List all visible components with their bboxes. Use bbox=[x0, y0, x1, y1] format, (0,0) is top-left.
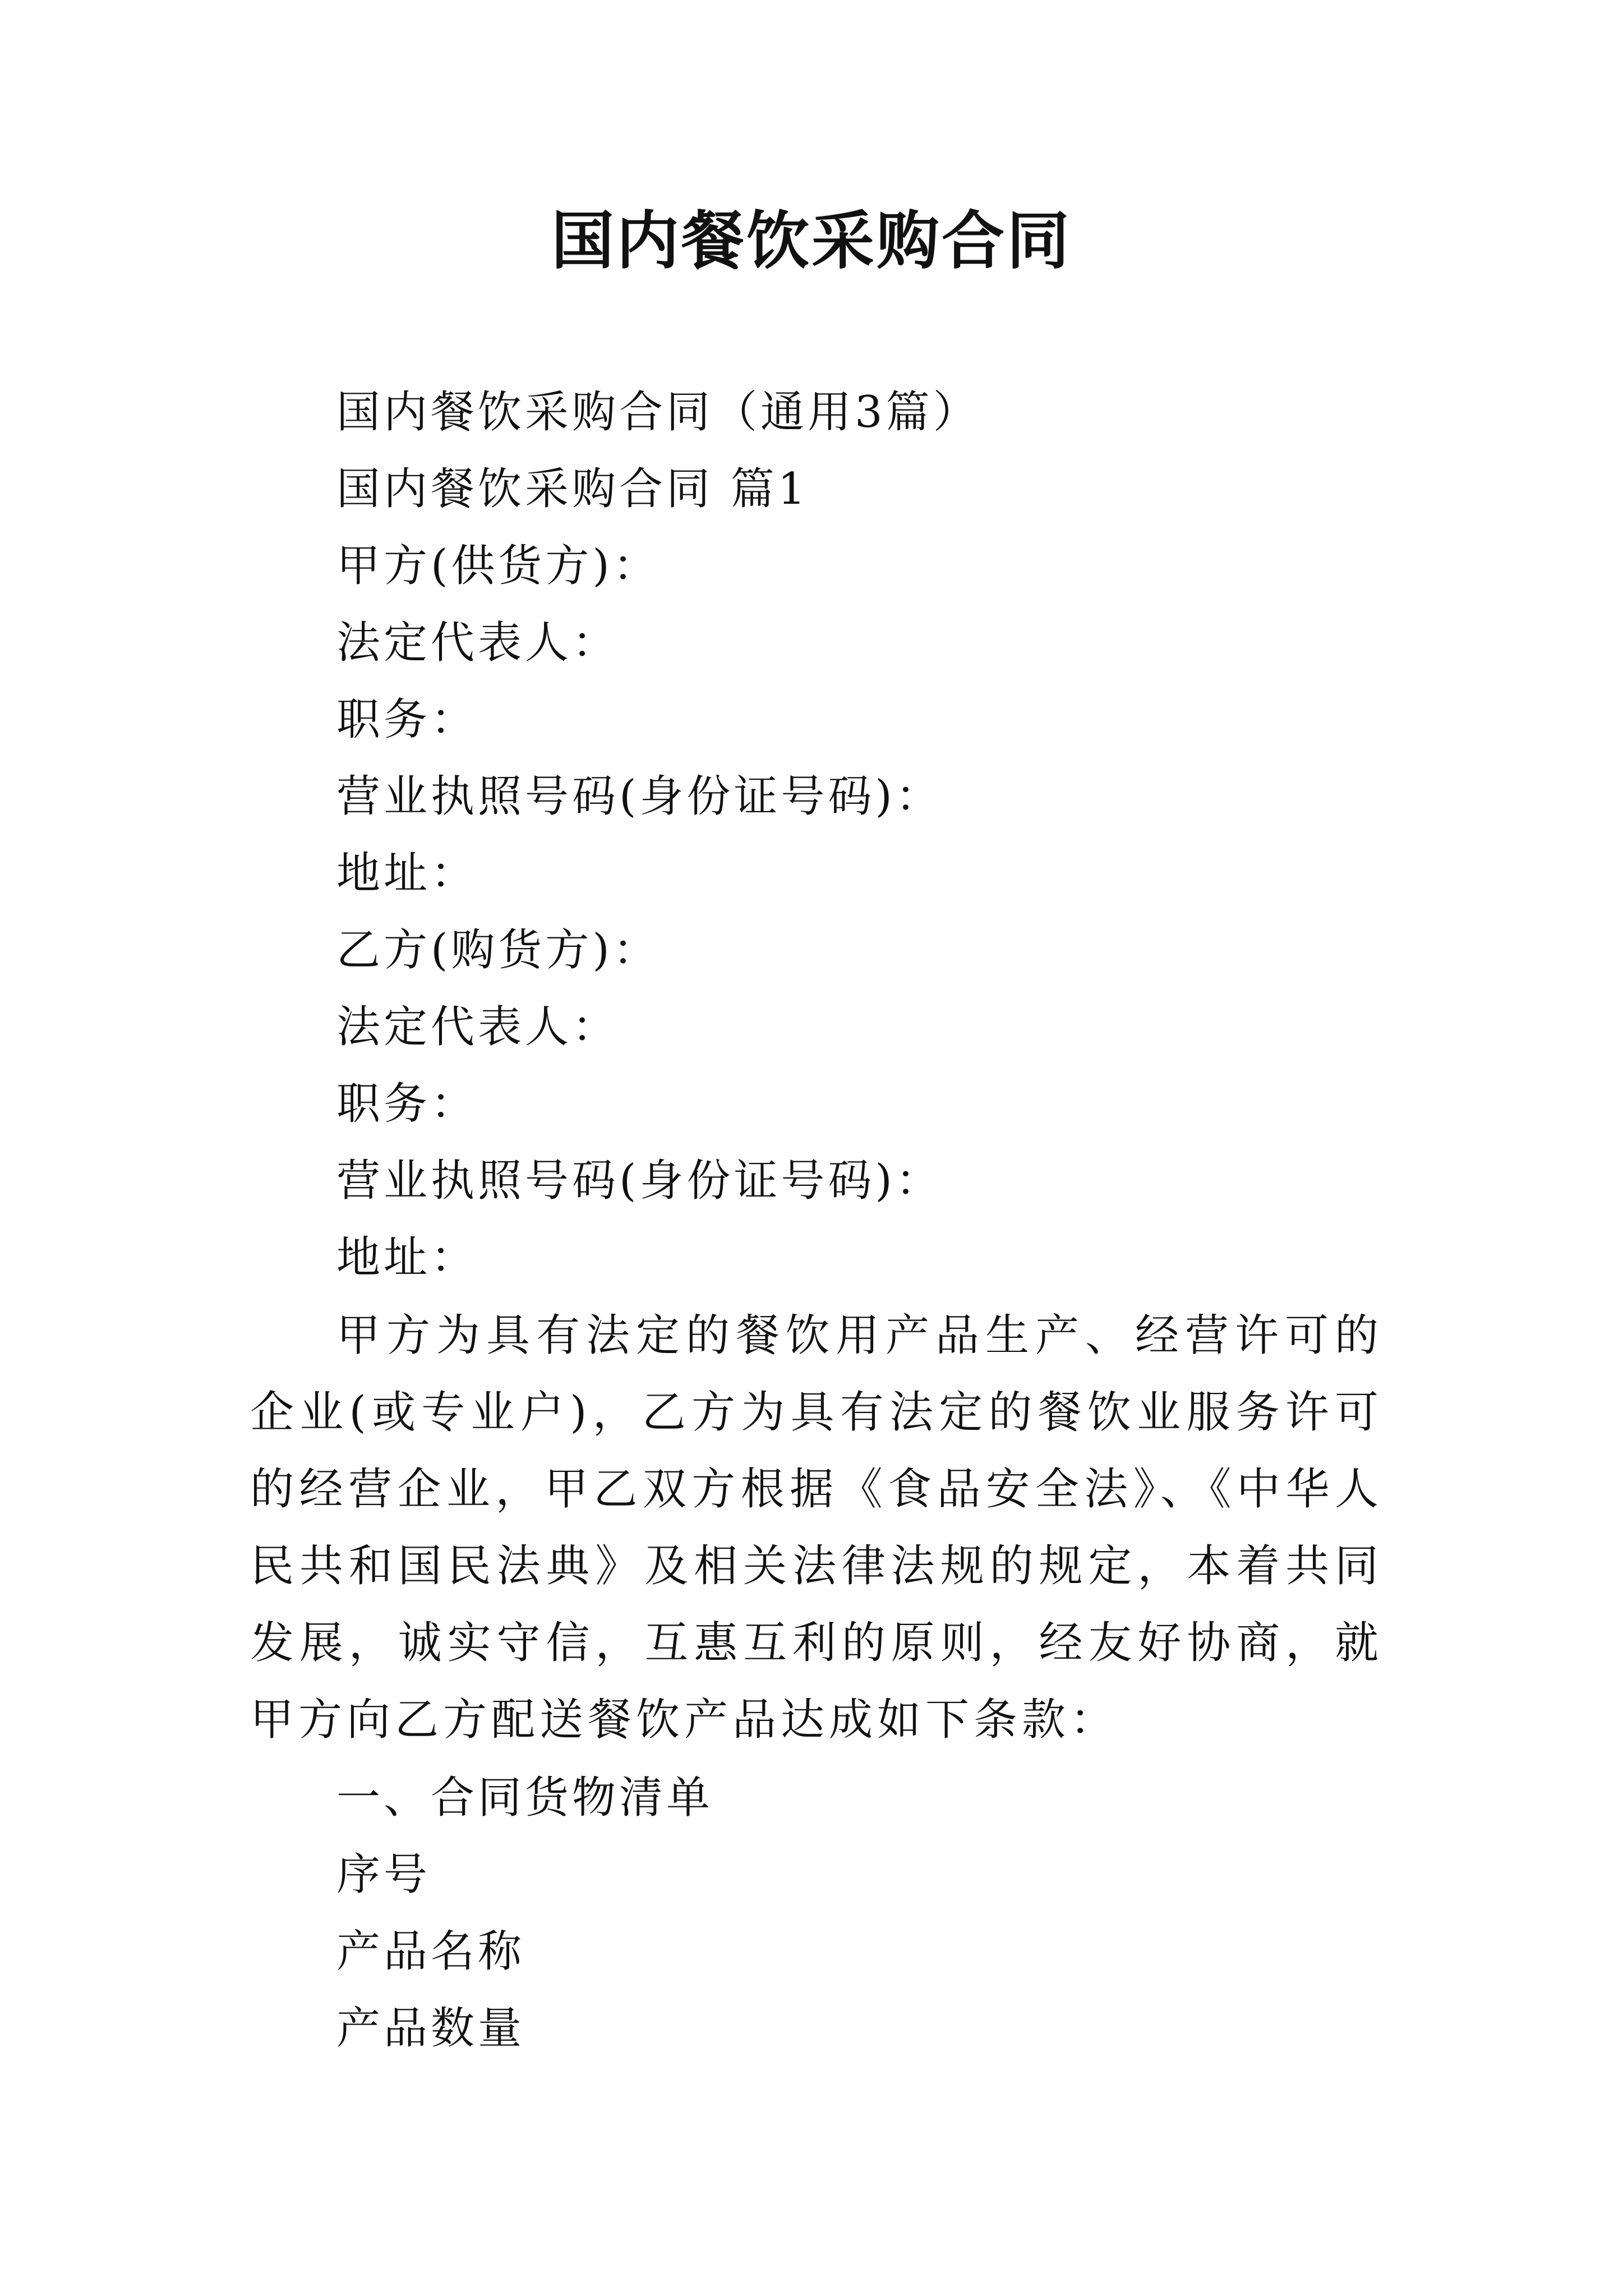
document-title: 国内餐饮采购合同 bbox=[551, 204, 1072, 278]
intro-paragraph: 甲方为具有法定的餐饮用产品生产、经营许可的企业(或专业户)，乙方为具有法定的餐饮业服务许可的经营企业，甲乙双方根据《食品安全法》、《中华人民共和国民法典》及相关法律法规的规定，本着共同发展，诚实守信，互惠互利的原则，经友好协商，就甲方向乙方配送餐饮产品达成如下条款： bbox=[250, 1310, 1383, 1745]
subtitle-line: 国内餐饮采购合同（通用3篇） bbox=[336, 387, 980, 438]
party-b-address: 地址： bbox=[336, 1232, 478, 1283]
table-header-product-quantity: 产品数量 bbox=[336, 2003, 525, 2054]
party-a-position: 职务： bbox=[336, 694, 478, 745]
party-a-address: 地址： bbox=[336, 848, 478, 899]
party-a-label: 甲方(供货方)： bbox=[336, 541, 660, 591]
party-b-position: 职务： bbox=[336, 1079, 478, 1129]
party-b-legal-rep: 法定代表人： bbox=[336, 1002, 620, 1052]
party-a-license: 营业执照号码(身份证号码)： bbox=[336, 771, 943, 822]
table-header-serial: 序号 bbox=[336, 1849, 431, 1900]
table-header-product-name: 产品名称 bbox=[336, 1926, 525, 1977]
clause-heading: 一、合同货物清单 bbox=[336, 1773, 714, 1823]
party-b-license: 营业执照号码(身份证号码)： bbox=[336, 1156, 943, 1206]
section-heading: 国内餐饮采购合同 篇1 bbox=[336, 464, 809, 514]
party-b-label: 乙方(购货方)： bbox=[336, 925, 660, 976]
party-a-legal-rep: 法定代表人： bbox=[336, 618, 620, 668]
